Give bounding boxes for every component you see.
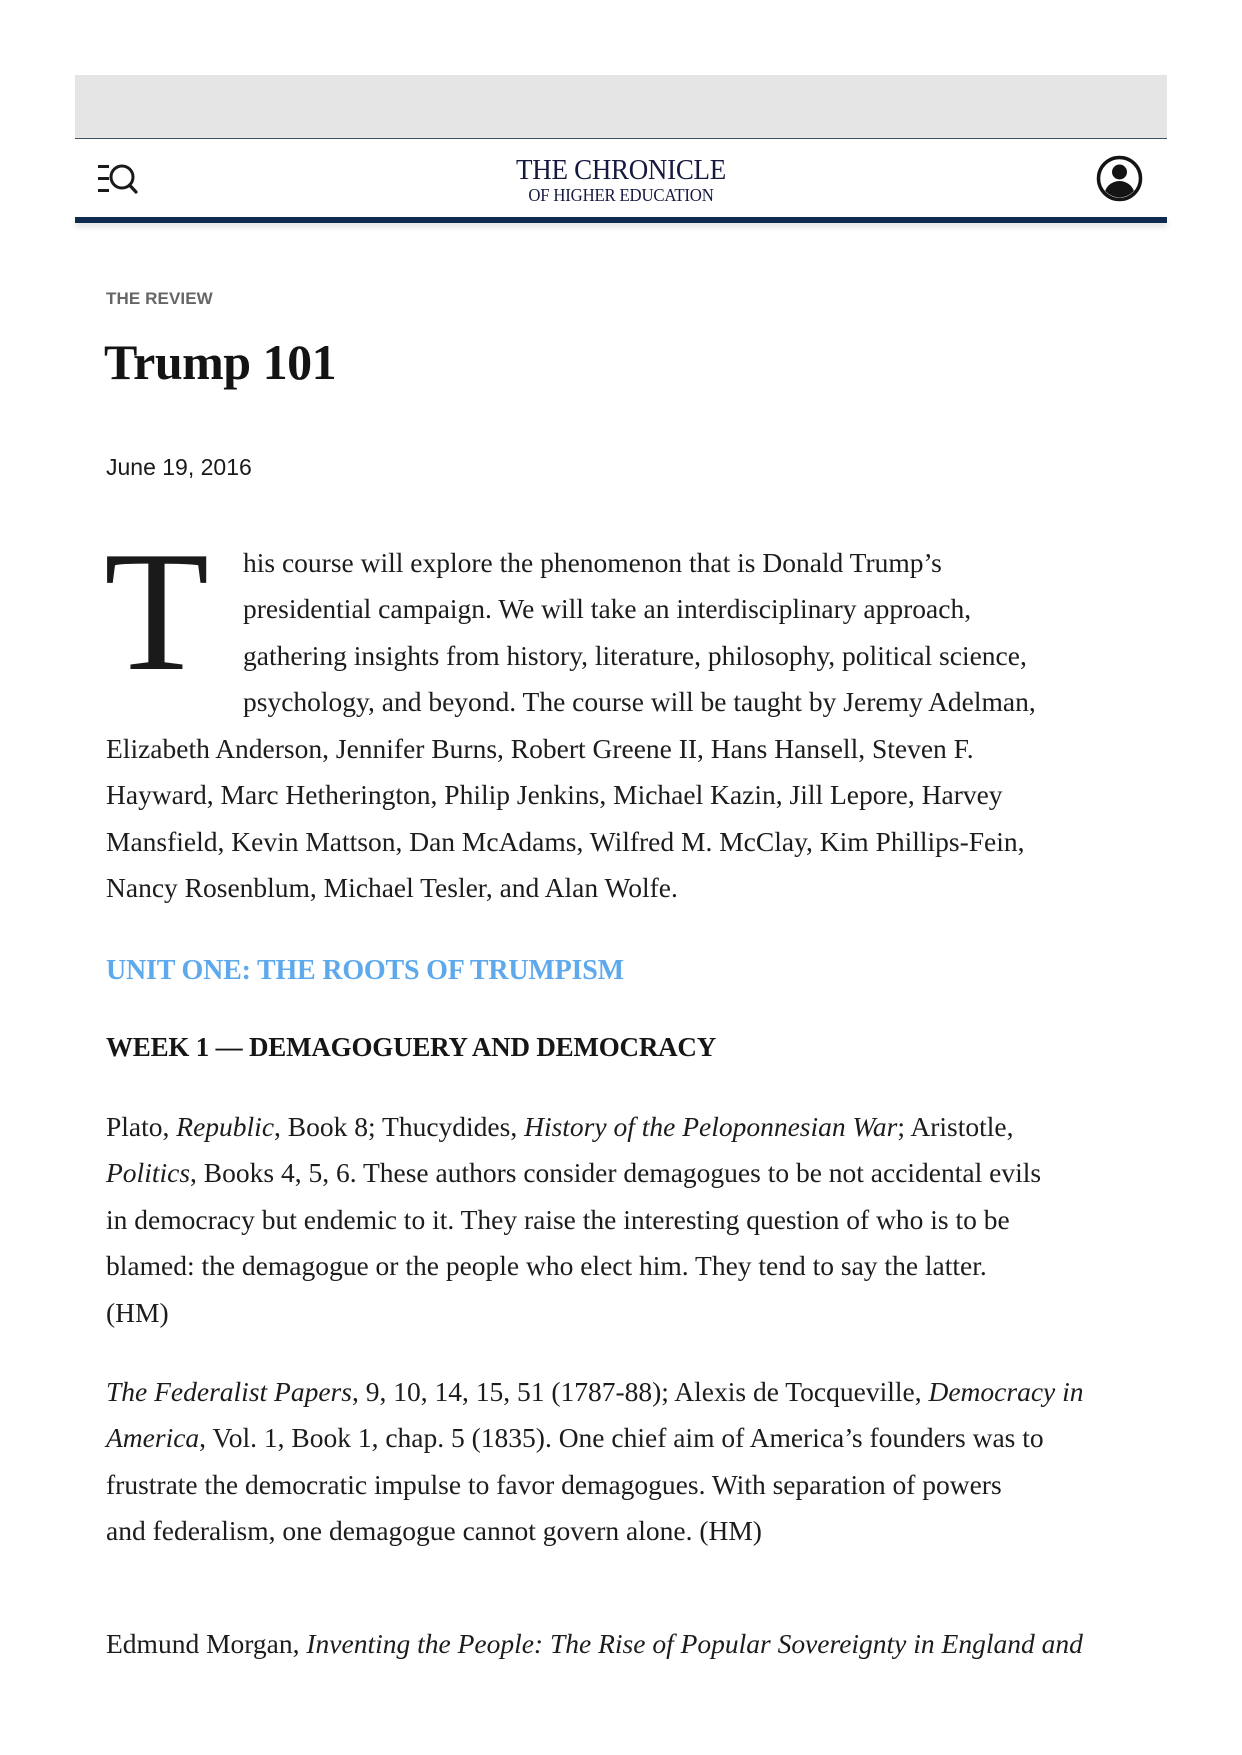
logo-line-1: THE CHRONICLE [516, 154, 726, 186]
ad-banner-placeholder [75, 75, 1167, 139]
reading-text: ; Aristotle, [897, 1111, 1014, 1142]
reading-line [106, 1628, 1083, 1660]
reading-text: frustrate the democratic impulse to favor demagogues. With separation of powers [106, 1469, 1002, 1500]
reading-line [106, 1515, 762, 1547]
reading-line [106, 1111, 1013, 1143]
intro-line: his course will explore the phenomenon that is Donald Trump’s [243, 547, 942, 578]
site-logo[interactable] [455, 156, 787, 204]
intro-line: presidential campaign. We will take an interdisciplinary approach, [243, 593, 972, 624]
work-title: Democracy in [928, 1376, 1084, 1407]
intro-line: Hayward, Marc Hetherington, Philip Jenkins, Michael Kazin, Jill Lepore, Harvey [106, 779, 1003, 810]
article-date: June 19, 2016 [106, 454, 252, 480]
user-circle-icon [1096, 155, 1143, 202]
work-title: The Federalist Papers [106, 1376, 352, 1407]
unit-heading: UNIT ONE: THE ROOTS OF TRUMPISM [106, 955, 624, 986]
week-heading: WEEK 1 — DEMAGOGUERY AND DEMOCRACY [106, 1032, 717, 1062]
reading-line [106, 1297, 169, 1329]
reading-line [106, 1376, 1084, 1408]
work-title: History of the Peloponnesian War [524, 1111, 898, 1142]
account-button[interactable] [1096, 155, 1143, 202]
reading-text: , Vol. 1, Book 1, chap. 5 (1835). One chief aim of America’s founders was to [199, 1422, 1044, 1453]
reading-text: , 9, 10, 14, 15, 51 (1787-88); Alexis de Tocqueville, [351, 1376, 929, 1407]
reading-text: Plato, [106, 1111, 177, 1142]
menu-search-button[interactable] [97, 161, 147, 197]
reading-text: in democracy but endemic to it. They raise the interesting question of who is to be [106, 1204, 1010, 1235]
intro-line: gathering insights from history, literature, philosophy, political science, [243, 640, 1027, 671]
work-title: America [106, 1422, 200, 1453]
reading-line [106, 1422, 1044, 1454]
reading-text: Edmund Morgan, [106, 1628, 307, 1659]
intro-line: Mansfield, Kevin Mattson, Dan McAdams, Wilfred M. McClay, Kim Phillips-Fein, [106, 826, 1025, 857]
reading-text: and federalism, one demagogue cannot govern alone. (HM) [106, 1515, 762, 1546]
logo-line-2: OF HIGHER EDUCATION [528, 185, 714, 205]
reading-text: , Books 4, 5, 6. These authors consider demagogues to be not accidental evils [190, 1157, 1042, 1188]
reading-text: blamed: the demagogue or the people who elect him. They tend to say the latter. [106, 1250, 987, 1281]
intro-line: Nancy Rosenblum, Michael Tesler, and Alan Wolfe. [106, 872, 678, 903]
work-title: Politics [106, 1157, 191, 1188]
reading-text: , Book 8; Thucydides, [274, 1111, 525, 1142]
reading-line [106, 1157, 1041, 1189]
menu-search-icon [97, 161, 147, 197]
intro-line: psychology, and beyond. The course will be taught by Jeremy Adelman, [243, 686, 1036, 717]
header-rule [75, 217, 1167, 223]
reading-line [106, 1204, 1010, 1236]
work-title: Republic [176, 1111, 275, 1142]
reading-text: (HM) [106, 1297, 169, 1328]
work-title: Inventing the People: The Rise of Popular Sovereignty in England and [306, 1628, 1083, 1659]
section-kicker-link[interactable]: THE REVIEW [106, 289, 213, 308]
reading-line [106, 1250, 987, 1282]
reading-line [106, 1469, 1002, 1501]
intro-line: Elizabeth Anderson, Jennifer Burns, Robert Greene II, Hans Hansell, Steven F. [106, 733, 974, 764]
drop-cap: T [104, 517, 210, 707]
article-title: Trump 101 [104, 334, 337, 390]
